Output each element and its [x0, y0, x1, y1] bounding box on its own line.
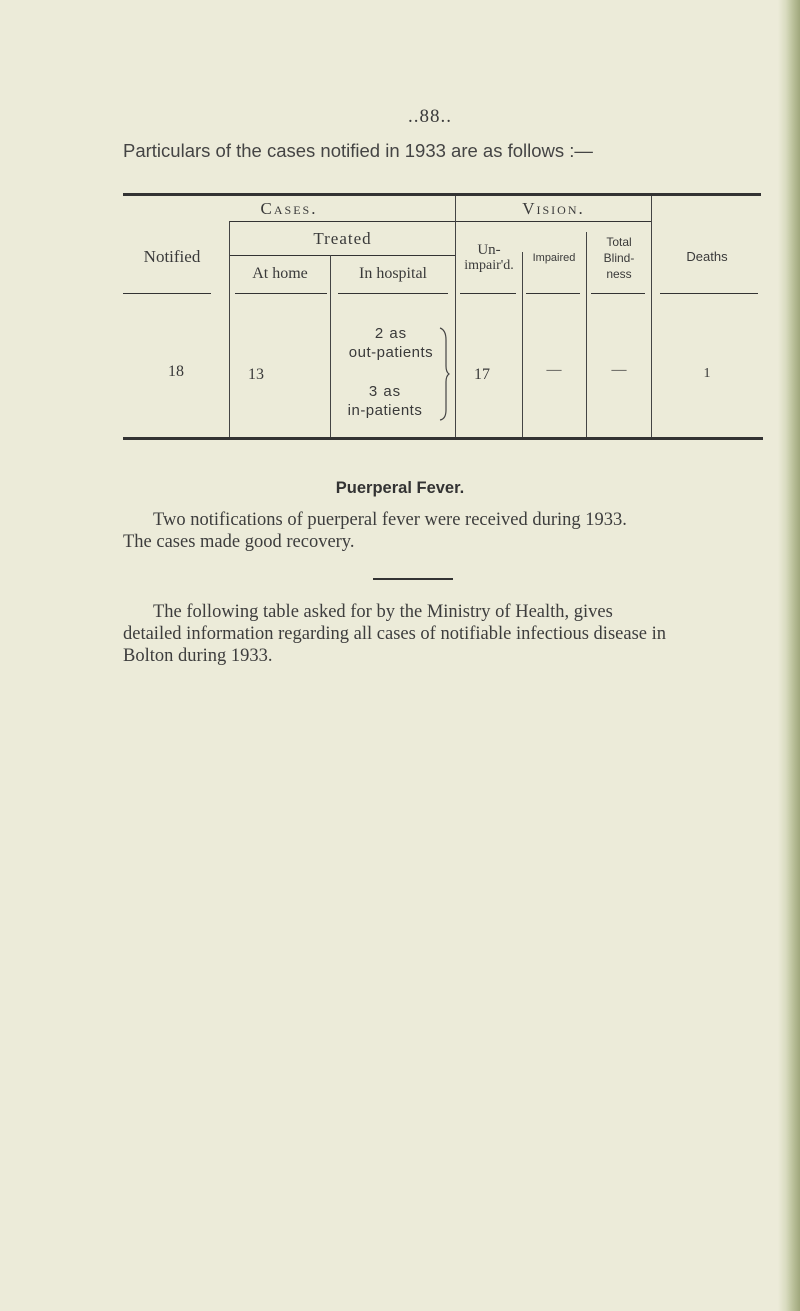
cell-hospital-in-2: in-patients	[347, 402, 423, 419]
athome-rule	[230, 255, 455, 256]
col-divider-6	[651, 196, 652, 437]
page-number: ..88..	[408, 106, 452, 127]
header-bottom-rule-5	[526, 293, 580, 294]
header-blindness-2: Blind-	[603, 251, 635, 265]
cell-deaths: 1	[703, 366, 711, 381]
header-bottom-rule-3	[338, 293, 448, 294]
col-divider-4	[522, 252, 523, 437]
cell-unimpaired: 17	[474, 366, 490, 383]
intro-text: Particulars of the cases notified in 1933 are as follows :—	[123, 140, 593, 161]
header-notified: Notified	[143, 247, 201, 266]
header-bottom-rule-2	[235, 293, 327, 294]
puerperal-heading: Puerperal Fever.	[335, 479, 465, 497]
closing-line-1: The following table asked for by the Ministry of Health, gives	[153, 602, 613, 622]
header-impaired: Impaired	[532, 252, 576, 264]
header-unimpaired-1: Un-	[477, 242, 501, 258]
puerperal-paragraph	[123, 509, 763, 553]
cell-hospital-out-1: 2 as	[374, 325, 408, 342]
cell-at-home: 13	[248, 366, 264, 383]
table-top-rule	[123, 193, 761, 196]
cell-notified: 18	[168, 363, 184, 380]
header-deaths: Deaths	[686, 249, 728, 264]
page-edge-shadow	[778, 0, 800, 1311]
header-blindness-3: ness	[606, 267, 632, 281]
header-vision: Vision.	[522, 199, 585, 218]
header-bottom-rule-1	[123, 293, 211, 294]
closing-line-2: detailed information regarding all cases of notifiable infectious disease in	[123, 624, 666, 644]
puerperal-line-1: Two notifications of puerperal fever were received during 1933.	[153, 510, 627, 530]
vision-rule	[456, 221, 652, 222]
col-divider-1	[229, 221, 230, 437]
section-divider	[373, 578, 453, 580]
treated-rule	[230, 221, 455, 222]
header-at-home: At home	[252, 265, 308, 282]
cell-blindness: —	[611, 362, 627, 378]
cell-impaired: —	[546, 362, 562, 378]
header-blindness-1: Total	[606, 235, 632, 249]
header-bottom-rule-4	[460, 293, 516, 294]
header-cases: Cases.	[260, 199, 318, 218]
puerperal-line-2: The cases made good recovery.	[123, 532, 355, 552]
header-unimpaired-2: impair'd.	[464, 258, 514, 273]
cell-hospital-out-2: out-patients	[348, 344, 434, 361]
header-in-hospital: In hospital	[359, 265, 427, 282]
col-divider-3	[455, 196, 456, 437]
closing-line-3: Bolton during 1933.	[123, 646, 273, 666]
table-bottom-rule	[123, 437, 763, 440]
hospital-brace	[438, 326, 450, 422]
closing-paragraph	[123, 601, 763, 667]
header-bottom-rule-7	[660, 293, 758, 294]
header-bottom-rule-6	[591, 293, 645, 294]
cell-hospital-in-1: 3 as	[368, 383, 402, 400]
header-treated: Treated	[313, 229, 372, 248]
